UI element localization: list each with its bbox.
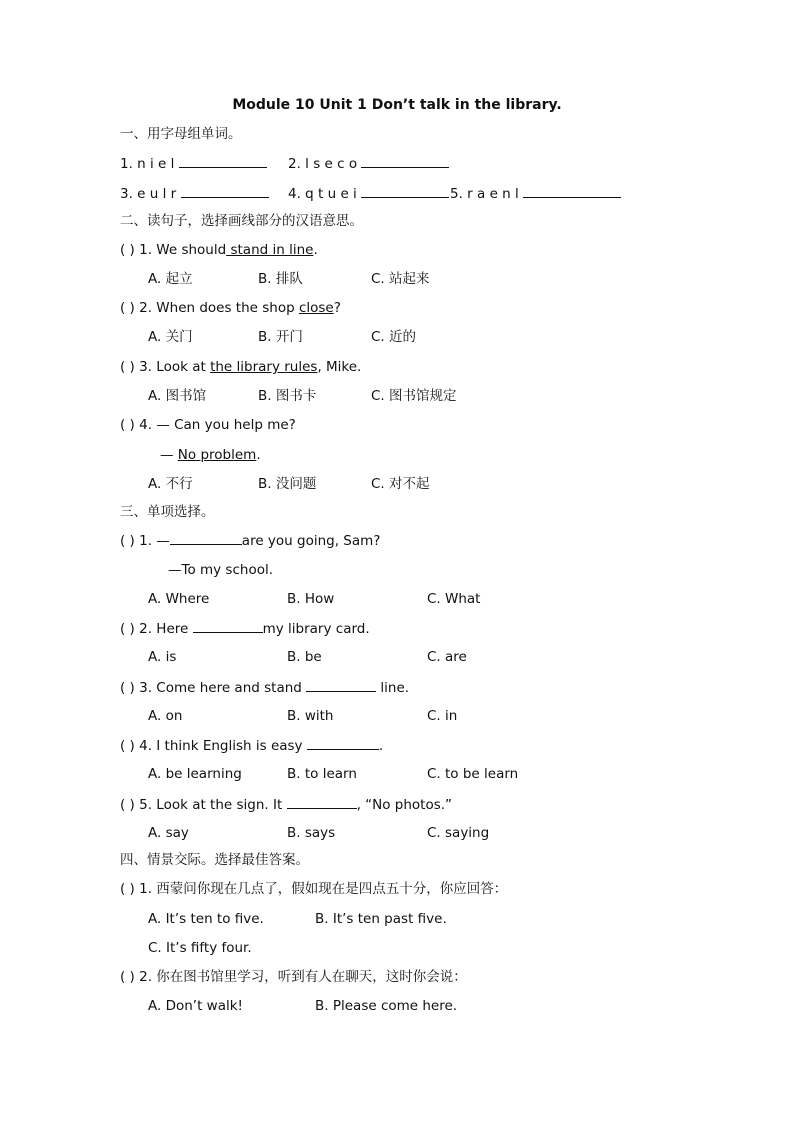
option-c[interactable]: C. 站起来 xyxy=(371,271,430,287)
option-b[interactable]: B. with xyxy=(287,708,334,724)
option-a[interactable]: A. 起立 xyxy=(148,271,193,287)
answer-blank[interactable] xyxy=(361,153,449,168)
option-b[interactable]: B. be xyxy=(287,649,322,665)
option-c[interactable]: C. 对不起 xyxy=(371,476,430,492)
option-b[interactable]: B. says xyxy=(287,825,336,841)
word-item-5: 5. r a e n l xyxy=(450,183,621,204)
option-c[interactable]: C. are xyxy=(427,649,467,665)
option-c[interactable]: C. It’s fifty four. xyxy=(148,940,252,956)
answer-blank[interactable] xyxy=(523,183,621,198)
s3-question-3: ( ) 3. Come here and stand line. xyxy=(120,677,409,698)
option-a[interactable]: A. is xyxy=(148,649,177,665)
s2-question-1: ( ) 1. We should stand in line. xyxy=(120,242,318,258)
option-b[interactable]: B. Please come here. xyxy=(315,998,458,1014)
s3-question-2: ( ) 2. Here my library card. xyxy=(120,618,370,639)
option-a[interactable]: A. 不行 xyxy=(148,476,193,492)
answer-blank[interactable] xyxy=(361,183,449,198)
option-c[interactable]: C. 近的 xyxy=(371,329,417,345)
option-c[interactable]: C. saying xyxy=(427,825,490,841)
answer-blank[interactable] xyxy=(307,735,379,750)
s4-question-2: ( ) 2. 你在图书馆里学习，听到有人在聊天，这时你会说： xyxy=(120,969,467,985)
page-title: Module 10 Unit 1 Don’t talk in the library. xyxy=(232,97,562,113)
s2-question-2: ( ) 2. When does the shop close? xyxy=(120,300,341,316)
s3-question-4: ( ) 4. I think English is easy . xyxy=(120,735,383,756)
option-a[interactable]: A. Where xyxy=(148,591,210,607)
option-c[interactable]: C. 图书馆规定 xyxy=(371,388,457,404)
option-b[interactable]: B. 排队 xyxy=(258,271,303,287)
word-item-2: 2. l s e c o xyxy=(288,153,449,174)
option-a[interactable]: A. 关门 xyxy=(148,329,193,345)
answer-blank[interactable] xyxy=(181,183,269,198)
s3-question-5: ( ) 5. Look at the sign. It , “No photos.” xyxy=(120,794,452,815)
section-2-heading: 二、读句子，选择画线部分的汉语意思。 xyxy=(120,213,363,229)
s2-question-3: ( ) 3. Look at the library rules, Mike. xyxy=(120,359,362,375)
word-item-1: 1. n i e l xyxy=(120,153,267,174)
option-b[interactable]: B. How xyxy=(287,591,335,607)
option-a[interactable]: A. 图书馆 xyxy=(148,388,207,404)
option-a[interactable]: A. Don’t walk! xyxy=(148,998,243,1014)
option-c[interactable]: C. What xyxy=(427,591,481,607)
word-item-4: 4. q t u e i xyxy=(288,183,449,204)
s4-question-1: ( ) 1. 西蒙问你现在几点了，假如现在是四点五十分，你应回答： xyxy=(120,881,508,897)
answer-blank[interactable] xyxy=(193,618,263,633)
option-b[interactable]: B. 图书卡 xyxy=(258,388,317,404)
answer-blank[interactable] xyxy=(306,677,376,692)
section-3-heading: 三、单项选择。 xyxy=(120,504,215,520)
answer-blank[interactable] xyxy=(287,794,357,809)
option-a[interactable]: A. on xyxy=(148,708,183,724)
s3-question-1: ( ) 1. — are you going, Sam? xyxy=(120,530,380,551)
s2-question-4: ( ) 4. — Can you help me? xyxy=(120,417,296,433)
option-c[interactable]: C. in xyxy=(427,708,458,724)
section-4-heading: 四、情景交际。选择最佳答案。 xyxy=(120,852,309,868)
option-c[interactable]: C. to be learn xyxy=(427,766,519,782)
option-a[interactable]: A. It’s ten to five. xyxy=(148,911,264,927)
option-b[interactable]: B. to learn xyxy=(287,766,357,782)
s2-question-4-response: — No problem. xyxy=(160,447,261,463)
s3-question-1-response: —To my school. xyxy=(168,562,274,578)
answer-blank[interactable] xyxy=(170,530,242,545)
option-b[interactable]: B. 没问题 xyxy=(258,476,317,492)
option-b[interactable]: B. It’s ten past five. xyxy=(315,911,447,927)
option-b[interactable]: B. 开门 xyxy=(258,329,303,345)
word-item-3: 3. e u l r xyxy=(120,183,269,204)
section-1-heading: 一、用字母组单词。 xyxy=(120,126,242,142)
option-a[interactable]: A. be learning xyxy=(148,766,242,782)
option-a[interactable]: A. say xyxy=(148,825,189,841)
answer-blank[interactable] xyxy=(179,153,267,168)
